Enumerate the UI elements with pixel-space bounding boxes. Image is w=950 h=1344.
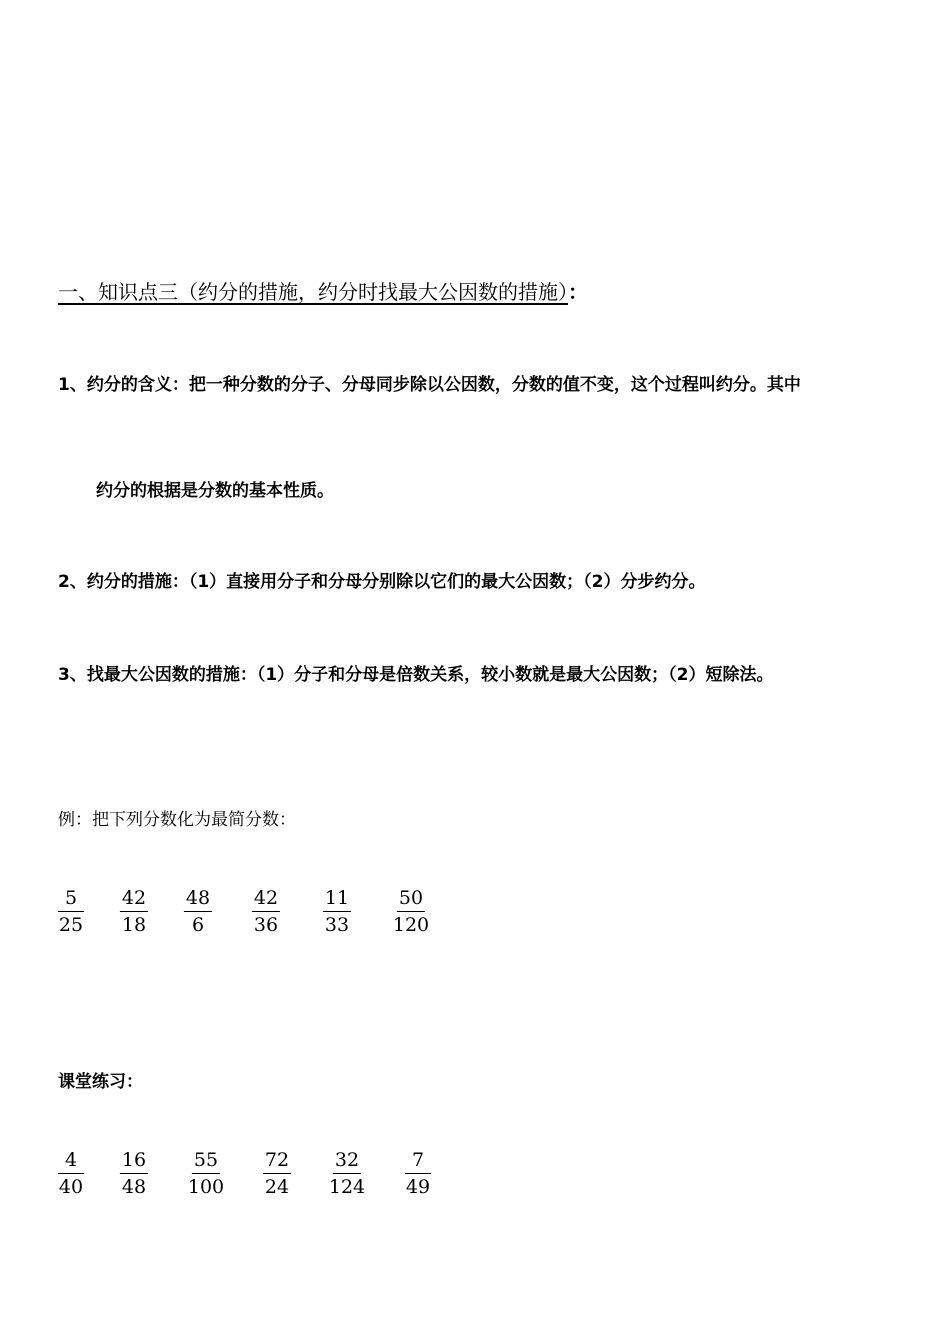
fraction-numerator: 7 <box>405 1149 431 1174</box>
example-fraction <box>252 887 280 936</box>
practice-fraction <box>329 1149 365 1198</box>
example-fraction <box>58 887 84 936</box>
fraction-denominator: 24 <box>264 1176 290 1198</box>
fraction-denominator: 100 <box>187 1176 225 1198</box>
fraction-numerator: 55 <box>192 1149 220 1174</box>
fraction-numerator: 50 <box>397 887 425 912</box>
fraction-denominator: 120 <box>392 914 430 936</box>
fraction-numerator: 4 <box>58 1149 84 1174</box>
example-fraction <box>393 887 429 936</box>
fraction-numerator: 16 <box>120 1149 148 1174</box>
fraction-numerator: 11 <box>323 887 351 912</box>
section-heading <box>58 278 588 306</box>
point-1-line-1: 1、约分的含义：把一种分数的分子、分母同步除以公因数，分数的值不变，这个过程叫约分。其中 <box>58 375 801 395</box>
section-heading-text: 一、知识点三（约分的措施，约分时找最大公因数的措施） <box>58 280 568 304</box>
fraction-denominator: 18 <box>121 914 147 936</box>
fraction-numerator: 42 <box>120 887 148 912</box>
fraction-denominator: 36 <box>253 914 279 936</box>
example-label: 例：把下列分数化为最简分数： <box>58 810 296 830</box>
fraction-denominator: 48 <box>121 1176 147 1198</box>
fraction-numerator: 48 <box>184 887 212 912</box>
fraction-denominator: 6 <box>191 914 205 936</box>
point-2: 2、约分的措施：（1）直接用分子和分母分别除以它们的最大公因数；（2）分步约分。 <box>58 572 706 592</box>
fraction-numerator: 5 <box>58 887 84 912</box>
practice-fraction <box>58 1149 84 1198</box>
point-1-line-2: 约分的根据是分数的基本性质。 <box>96 481 334 501</box>
fraction-numerator: 32 <box>333 1149 361 1174</box>
practice-fraction <box>405 1149 431 1198</box>
fraction-denominator: 33 <box>324 914 350 936</box>
fraction-numerator: 72 <box>263 1149 291 1174</box>
fraction-denominator: 124 <box>328 1176 366 1198</box>
example-fraction <box>120 887 148 936</box>
fraction-numerator: 42 <box>252 887 280 912</box>
practice-fraction <box>188 1149 224 1198</box>
example-fraction <box>184 887 212 936</box>
fraction-denominator: 25 <box>58 914 84 936</box>
example-fraction <box>323 887 351 936</box>
practice-fraction <box>263 1149 291 1198</box>
fraction-denominator: 49 <box>405 1176 431 1198</box>
practice-fraction <box>120 1149 148 1198</box>
practice-label: 课堂练习： <box>58 1072 143 1092</box>
fraction-denominator: 40 <box>58 1176 84 1198</box>
section-heading-colon: ： <box>568 280 588 304</box>
point-3: 3、找最大公因数的措施：（1）分子和分母是倍数关系，较小数就是最大公因数；（2）短除法。 <box>58 665 774 685</box>
